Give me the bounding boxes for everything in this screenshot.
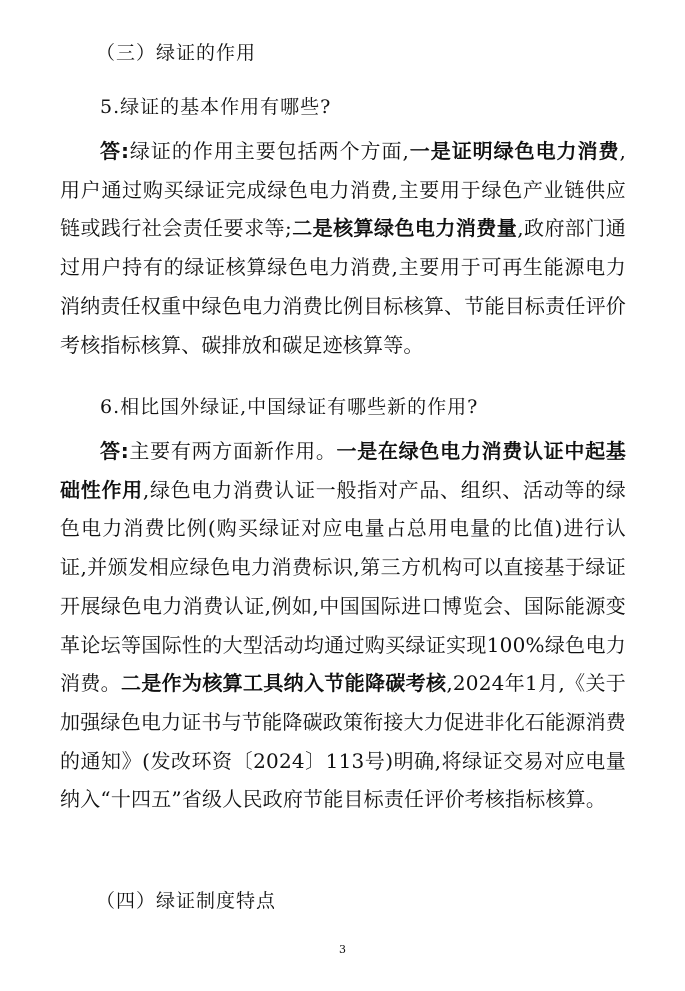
section-heading-4: （四）绿证制度特点 <box>96 890 277 912</box>
answer-label: 答: <box>100 139 130 163</box>
answer-text: ,用户通过购买绿证完成绿色电力消费,主要用于绿色产业链供应链或践行社会责任要求等; <box>60 139 626 241</box>
answer-text: ,绿色电力消费认证一般指对产品、组织、活动等的绿色电力消费比例(购买绿证对应电量占总用电量的比值)进行认证,并颁发相应绿色电力消费标识,第三方机构可以直接基于绿证开展绿色电力消费认证,例如,中国国际进口博览会、国际能源变革论坛等国际性的大型活动均通过购买绿证实现100%绿色电力消费。 <box>60 477 626 696</box>
answer-text: 绿证的作用主要包括两个方面, <box>129 139 410 163</box>
answer-text: ,2024年1月,《关于加强绿色电力证书与节能降碳政策衔接大力促进非化石能源消费的通知》(发改环资〔2024〕113号)明确,将绿证交易对应电量纳入“十四五”省级人民政府节能目标责任评价考核指标核算。 <box>60 671 626 812</box>
answer-bold-point: 二是核算绿色电力消费量 <box>291 216 518 241</box>
answer-label: 答: <box>100 439 129 463</box>
section-heading-3: （三）绿证的作用 <box>96 42 257 64</box>
answer-6 <box>60 432 626 819</box>
question-5: 5.绿证的基本作用有哪些? <box>100 96 332 118</box>
question-6: 6.相比国外绿证,中国绿证有哪些新的作用? <box>100 396 479 418</box>
answer-text: 主要有两方面新作用。 <box>128 439 337 463</box>
page-number: 3 <box>339 943 346 956</box>
answer-bold-point: 二是作为核算工具纳入节能降碳考核 <box>121 671 447 696</box>
answer-text: ,政府部门通过用户持有的绿证核算绿色电力消费,主要用于可再生能源电力消纳责任权重中绿色电力消费比例目标核算、节能目标责任评价考核指标核算、碳排放和碳足迹核算等。 <box>60 216 627 357</box>
answer-bold-point: 一是证明绿色电力消费 <box>409 139 620 163</box>
answer-bold-point: 一是在绿色电力消费认证中起基础性作用 <box>60 439 626 502</box>
answer-5 <box>60 132 626 364</box>
